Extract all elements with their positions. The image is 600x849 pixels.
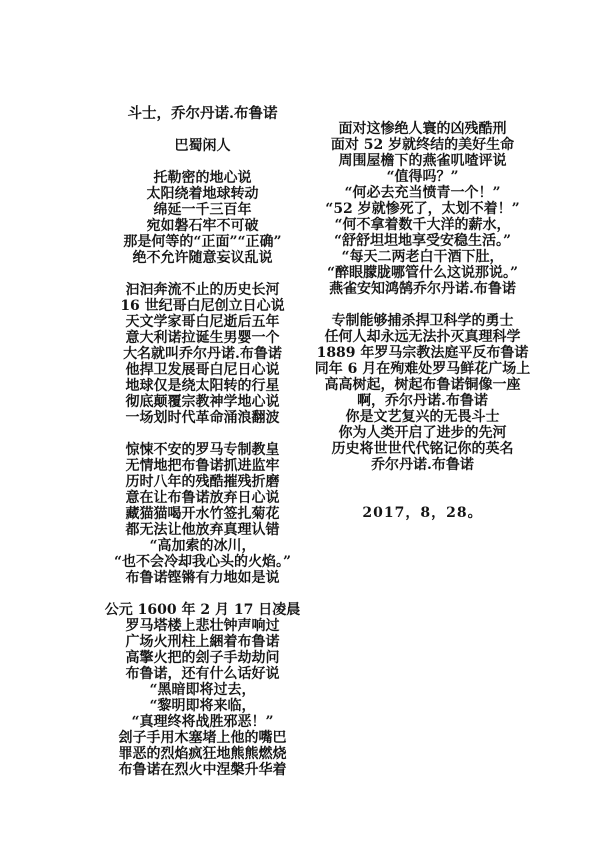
poem-line: 广场火刑柱上綑着布鲁诺 (125, 634, 280, 650)
poem-line: 高擎火把的刽子手劫劫问 (125, 650, 280, 666)
poem-line: 专制能够捕杀捍卫科学的勇士 (331, 313, 514, 329)
poem-line: 历史将世世代代铭记你的英名 (331, 441, 514, 457)
poem-stanza (275, 313, 570, 473)
poem-line: 公元 1600 年 2 月 17 日凌晨 (104, 602, 301, 618)
poem-line: 彻底颠覆宗教神学地心说 (125, 394, 280, 410)
poem-stanza (55, 602, 350, 778)
poem-line: 无情地把布鲁诺抓进监牢 (125, 458, 280, 474)
poem-line: 绵延一千三百年 (153, 202, 252, 218)
poem-line: 绝不允许随意妄议乱说 (132, 250, 273, 266)
poem-line: 宛如磐石牢不可破 (146, 218, 259, 234)
poem-line: “醉眼朦胧哪管什么这说那说。” (326, 265, 519, 281)
poem-stanza (275, 121, 570, 297)
poem-right-column (275, 121, 570, 521)
poem-line: 那是何等的“正面”“正确” (123, 234, 282, 250)
poem-line: 布鲁诺，还有什么话好说 (125, 666, 280, 682)
poem-line: 面对这惨绝人寰的凶残酷刑 (338, 121, 507, 137)
poem-line: 意大利诺拉诞生男婴一个 (125, 330, 280, 346)
poem-line: “真理终将战胜邪恶！” (131, 714, 274, 730)
poem-line: 意在让布鲁诺放弃日心说 (125, 490, 280, 506)
poem-line: 高高树起，树起布鲁诺铜像一座 (324, 377, 521, 393)
poem-line: 布鲁诺在烈火中涅槃升华着 (118, 762, 287, 778)
poem-line: “舒舒坦坦地享受安稳生活。” (333, 233, 512, 249)
poem-line: “何不拿着数千大洋的薪水， (334, 217, 511, 233)
poem-author: 巴蜀闲人 (174, 138, 231, 154)
poem-line: 天文学家哥白尼逝后五年 (125, 314, 280, 330)
poem-title: 斗士，乔尔丹诺.布鲁诺 (127, 105, 278, 122)
poem-line: 都无法让他放弃真理认错 (125, 522, 280, 538)
poem-line: 历时八年的残酷摧残折磨 (125, 474, 280, 490)
poem-line: 布鲁诺铿锵有力地如是说 (125, 570, 280, 586)
poem-line: 面对 52 岁就终结的美好生命 (330, 137, 515, 153)
poem-line: 你为人类开启了进步的先河 (338, 425, 507, 441)
poem-line: “黎明即将来临， (149, 698, 256, 714)
poem-line: “值得吗？” (386, 169, 459, 185)
poem-line: 周围屋檐下的燕雀叽喳评说 (338, 153, 507, 169)
poem-line: 他捍卫发展哥白尼日心说 (125, 362, 280, 378)
poem-line: 同年 6 月在殉难处罗马鲜花广场上 (314, 361, 531, 377)
poem-line: 一场划时代革命涌浪翻波 (125, 410, 280, 426)
poem-line: 乔尔丹诺.布鲁诺 (371, 457, 474, 473)
poem-line: “每天二两老白干酒下肚， (341, 249, 504, 265)
poem-line: 地球仅是绕太阳转的行星 (125, 378, 280, 394)
poem-line: 罗马塔楼上悲壮钟声响过 (125, 618, 280, 634)
poem-line: 太阳绕着地球转动 (146, 186, 259, 202)
poem-line: 啊，乔尔丹诺.布鲁诺 (357, 393, 488, 409)
poem-line: “52 岁就惨死了，太划不着！” (325, 201, 520, 217)
poem-line: 你是文艺复兴的无畏斗士 (345, 409, 500, 425)
poem-line: 惊悚不安的罗马专制教皇 (125, 442, 280, 458)
poem-line: “黑暗即将过去， (149, 682, 256, 698)
poem-line: “高加索的冰川， (149, 538, 256, 554)
poem-line: 罪恶的烈焰疯狂地熊熊燃烧 (118, 746, 287, 762)
poem-line: 汩汩奔流不止的历史长河 (125, 282, 280, 298)
poem-line: 托勒密的地心说 (153, 170, 252, 186)
poem-line: 任何人却永远无法扑灭真理科学 (324, 329, 521, 345)
poem-line: “何必去充当愤青一个！” (344, 185, 501, 201)
poem-stanzas-right (275, 121, 570, 473)
poem-line: 1889 年罗马宗教法庭平反布鲁诺 (316, 345, 529, 361)
poem-line: 刽子手用木塞堵上他的嘴巴 (118, 730, 287, 746)
poem-line: 藏猫猫喝开水竹签扎菊花 (125, 506, 280, 522)
poem-line: 燕雀安知鸿鹄乔尔丹诺.布鲁诺 (329, 281, 516, 297)
poem-date: 2017，8，28。 (362, 505, 483, 521)
poem-line: “也不会冷却我心头的火焰。” (113, 554, 292, 570)
poem-line: 大名就叫乔尔丹诺.布鲁诺 (123, 346, 282, 362)
poem-line: 16 世纪哥白尼创立日心说 (120, 298, 285, 314)
